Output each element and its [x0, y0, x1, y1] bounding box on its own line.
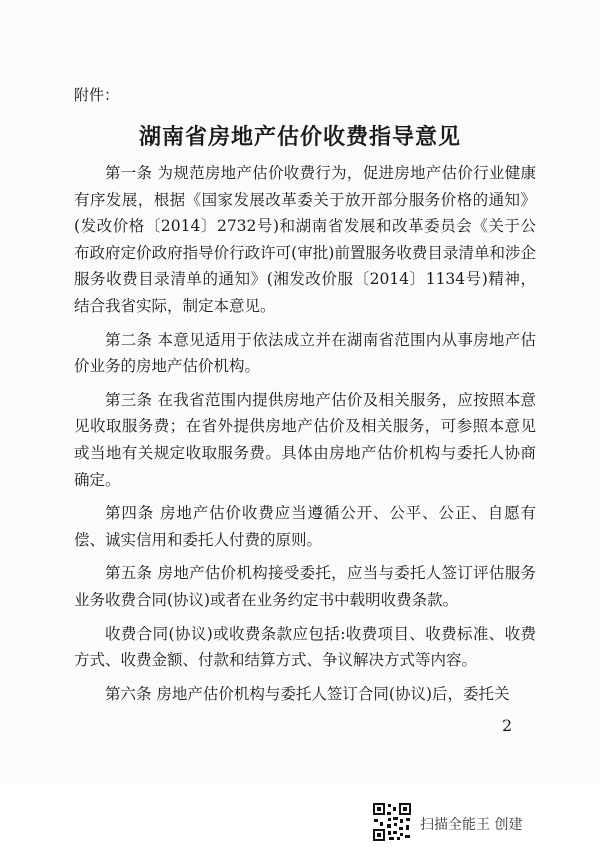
qr-code-icon [372, 802, 412, 842]
attachment-label: 附件： [74, 86, 120, 104]
article-4: 第四条 房地产估价收费应当遵循公开、公平、公正、自愿有偿、诚实信用和委托人付费的原则。 [74, 504, 536, 549]
scanner-watermark: 扫描全能王 创建 [420, 817, 523, 833]
article-5-continued: 收费合同(协议)或收费条款应包括:收费项目、收费标准、收费方式、收费金额、付款和结算方式、争议解决方式等内容。 [74, 624, 536, 670]
page-number: 2 [502, 716, 513, 735]
document-body [74, 160, 536, 714]
article-5: 第五条 房地产估价机构接受委托，应当与委托人签订评估服务业务收费合同(协议)或者在业务约定书中载明收费条款。 [74, 564, 536, 609]
document-title: 湖南省房地产估价收费指导意见 [138, 125, 461, 150]
article-1: 第一条 为规范房地产估价收费行为，促进房地产估价行业健康有序发展，根据《国家发展改革委关于放开部分服务价格的通知》(发改价格〔2014〕2732号)和湖南省发展和改革委员会《关于公布政府定价政府指导价行政许可(审批)前置服务收费目录清单和涉企服务收费目录清单的通知》(湘发改价服〔2014〕1134号)精神，结合我省实际，制定本意见。 [74, 164, 536, 315]
article-3: 第三条 在我省范围内提供房地产估价及相关服务，应按照本意见收取服务费；在省外提供房地产估价及相关服务，可参照本意见或当地有关规定收取服务费。具体由房地产估价机构与委托人协商确定。 [74, 390, 536, 489]
article-6: 第六条 房地产估价机构与委托人签订合同(协议)后，委托关 [105, 684, 510, 703]
article-2: 第二条 本意见适用于依法成立并在湖南省范围内从事房地产估价业务的房地产估价机构。 [74, 330, 536, 376]
